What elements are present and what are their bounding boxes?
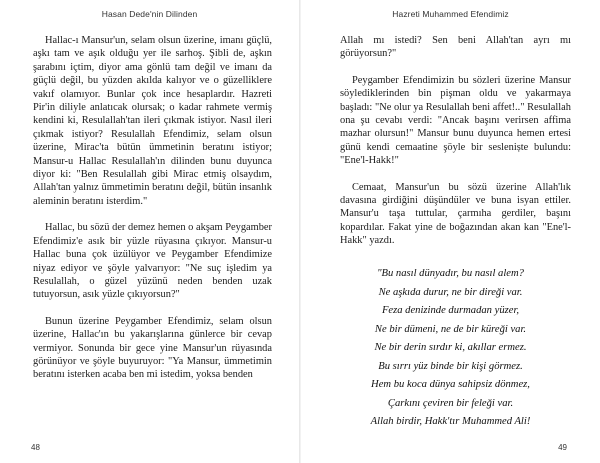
poem-line: Ne aşkıda durur, ne bir direği var. [378, 286, 523, 298]
poem-stanza [301, 265, 600, 432]
page-number-right: 49 [558, 443, 567, 452]
running-head-left: Hasan Dede'nin Dilinden [101, 9, 198, 19]
right-page-body [340, 34, 571, 248]
poem-line: Bu sırrı yüz binde bir kişi görmez. [378, 360, 523, 372]
left-page [0, 0, 299, 463]
poem-line: Feza denizinde durmadan yüzer, [381, 305, 520, 317]
poem-line: Ne bir dümeni, ne de bir küreği var. [374, 323, 527, 335]
paragraph: Bunun üzerine Peygamber Efendimiz, selam olsun üzerine, Hallac'ın bu yakarışlarına günlerce bir cevap vermiyor. Sonunda bir gece yine Mansur'un rüyasında görünüyor ve şöyle buyuruyor: "Ya Mansur, ümmetimin beratını isterken acaba ben mi istedim, yoksa benden [33, 315, 272, 381]
paragraph: Peygamber Efendimizin bu sözleri üzerine Mansur söylediklerinden bin pişman oldu ve yakarmaya başladı: "Ne olur ya Resulallah beni affet!.." Resulallah ona şu cevabı verdi: "Ancak başını verirsen affima mazhar olursun!" Mansur bunu duyunca hemen ertesi günü kendi cemaatine şöyle bir sesleniște bulundu: "Ene'l-Hakk!" [340, 74, 571, 167]
poem-line: Hem bu koca dünya sahipsiz dönmez, [371, 379, 530, 391]
poem-line: "Bu nasıl dünyadır, bu nasıl alem? [377, 268, 524, 279]
poem-line: Çarkını çeviren bir feleği var. [387, 397, 514, 409]
poem-line: Ne bir derin sırdır ki, akıllar ermez. [374, 342, 527, 354]
paragraph: Hallac, bu sözü der demez hemen o akşam Peygamber Efendimiz'e asık bir yüzle rüyasına çıkıyor. Mansur-u Hallac buna çok üzülüyor ve Peygamber Efendimize niyaz ediyor ve şöyle yalvarıyor: "Ne suç işledim ya Resulallah, o güzel yüzünü neden benden uzak tutuyorsun, asık yüzle çıkıyorsun?" [33, 222, 272, 301]
left-page-body [33, 34, 272, 382]
poem-line: Allah birdir, Hakk'tır Muhammed Ali! [370, 416, 531, 428]
paragraph: Cemaat, Mansur'un bu sözü üzerine Allah'lık davasına girdiğini düşündüler ve buna isyan ettiler. Mansur'u taşa tuttular, çarmıha gerdiler, başını kopardılar. Fakat yine de boğazından akan kan "Ene'l-Hakk" yazdı. [340, 181, 571, 247]
paragraph: Allah mı istedi? Sen beni Allah'tan ayrı mı görüyorsun?" [340, 35, 571, 60]
page-number-left: 48 [31, 443, 40, 452]
right-page [301, 0, 600, 463]
paragraph: Hallac-ı Mansur'un, selam olsun üzerine, imanı güçlü, aşkı tam ve aşık olduğu yer ile sarhoş. Şibli de, aşkın şarabını içtim, diyor ama gönlü tam değil ve imanı da güçlü değil, bu yüzden akılda kalıyor ve o güzelliklere vakıf olamıyor. Bunlar çok ince hesaplardır. Hazreti Pir'in diliyle anlatıcak olursak; o kadar rahmete vermiş kendini ki, Resulallah'tan ileri çıkmak istiyor. Nasıl ileri çıkmak istiyor? Resulallah Efendimiz, selam olsun üzerine, Mirac'ta bütün ümmetinin beratını istiyor; Mansur-u Hallac Resulallah'ın dilinden bunu duyunca diyor ki: "Ben Resulallah gibi Mirac etmiş olsaydım, Allah'tan yalnız ümmetimin beratını değil, bütün insanlık aleminin beratını isterdim." [33, 35, 272, 207]
running-head-right: Hazreti Muhammed Efendimiz [392, 9, 509, 19]
